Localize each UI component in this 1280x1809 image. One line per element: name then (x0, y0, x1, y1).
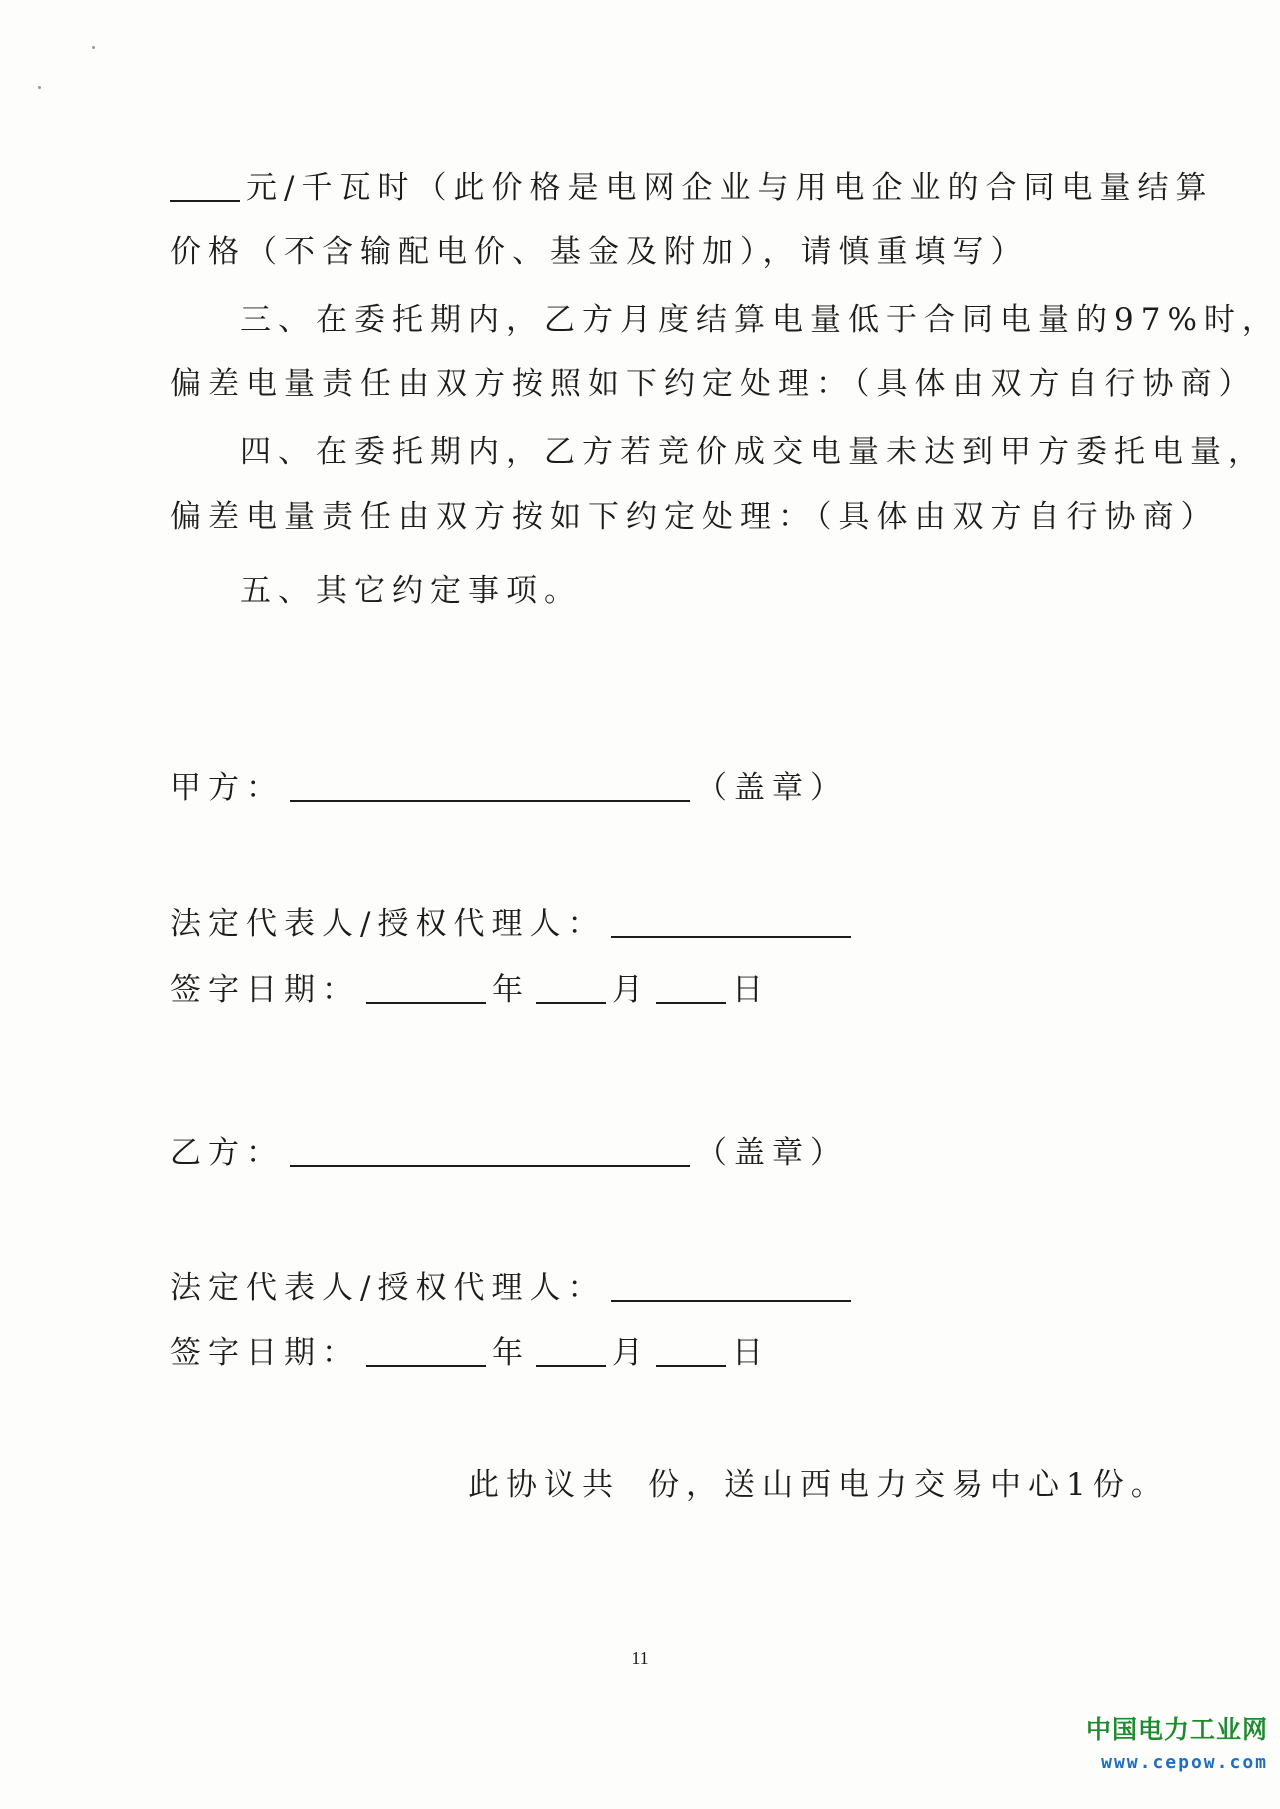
scan-speck (92, 46, 95, 49)
party-a-date-row (170, 970, 770, 1010)
page-number: 11 (631, 1648, 649, 1668)
clause-4-line-2: 偏差电量责任由双方按如下约定处理：（具体由双方自行协商） (170, 499, 1219, 535)
price-line-2: 价格（不含输配电价、基金及附加），请慎重填写） (170, 234, 1029, 270)
day-label: 日 (732, 972, 770, 1008)
closing-part-2: 份，送山西电力交易中心1份。 (648, 1467, 1169, 1503)
party-a-row (170, 768, 848, 808)
party-a-rep-row (170, 904, 857, 944)
party-a-year-blank (366, 972, 486, 1004)
party-b-date-label: 签字日期： (170, 1335, 360, 1371)
party-b-day-blank (656, 1335, 726, 1367)
day-label: 日 (732, 1335, 770, 1371)
scan-speck (38, 86, 41, 89)
party-b-label: 乙方： (170, 1135, 284, 1171)
party-b-month-blank (536, 1335, 606, 1367)
price-text: 元/千瓦时（此价格是电网企业与用电企业的合同电量结算 (246, 170, 1214, 206)
party-a-name-blank (290, 770, 690, 802)
party-a-day-blank (656, 972, 726, 1004)
closing-part-1: 此协议共 (468, 1467, 620, 1503)
clause-5: 五、其它约定事项。 (240, 573, 582, 609)
party-b-rep-label: 法定代表人/授权代理人： (170, 1270, 606, 1306)
year-label: 年 (492, 1335, 530, 1371)
party-b-rep-row (170, 1268, 857, 1308)
party-a-month-blank (536, 972, 606, 1004)
price-blank (170, 170, 240, 202)
party-b-name-blank (290, 1135, 690, 1167)
party-b-year-blank (366, 1335, 486, 1367)
party-b-rep-blank (611, 1270, 851, 1302)
clause-4-line-1: 四、在委托期内，乙方若竞价成交电量未达到甲方委托电量， (240, 434, 1266, 470)
party-a-seal: （盖章） (696, 770, 848, 806)
clause-3-line-2: 偏差电量责任由双方按照如下约定处理：（具体由双方自行协商） (170, 366, 1257, 402)
party-a-rep-label: 法定代表人/授权代理人： (170, 906, 606, 942)
watermark-url: www.cepow.com (1101, 1752, 1268, 1773)
party-a-date-label: 签字日期： (170, 972, 360, 1008)
clause-3-line-1: 三、在委托期内，乙方月度结算电量低于合同电量的97%时， (240, 302, 1280, 338)
party-b-seal: （盖章） (696, 1135, 848, 1171)
closing-line (468, 1465, 1169, 1505)
year-label: 年 (492, 972, 530, 1008)
party-b-date-row (170, 1333, 770, 1373)
watermark-site-name: 中国电力工业网 (1085, 1715, 1268, 1744)
party-a-label: 甲方： (170, 770, 284, 806)
price-line-1 (170, 168, 1213, 208)
party-b-row (170, 1133, 848, 1173)
party-a-rep-blank (611, 906, 851, 938)
month-label: 月 (612, 1335, 650, 1371)
month-label: 月 (612, 972, 650, 1008)
